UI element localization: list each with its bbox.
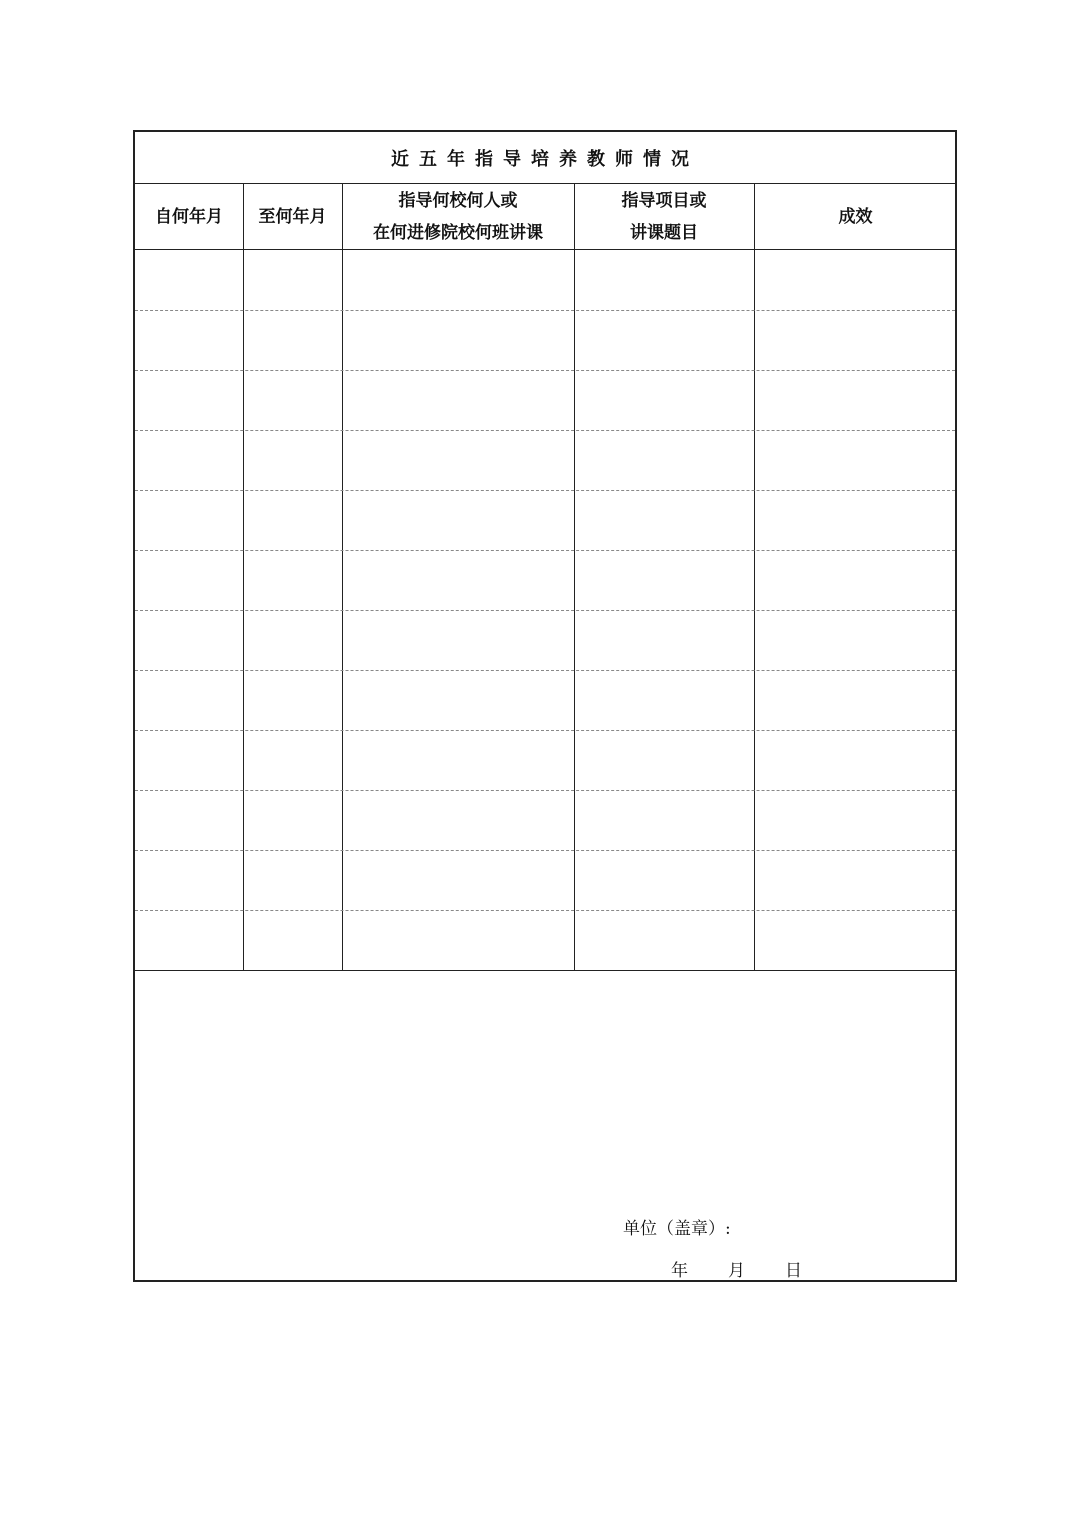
table-cell (342, 730, 574, 790)
table-cell (243, 850, 342, 910)
table-cell (754, 250, 957, 310)
header-from-date (135, 184, 243, 250)
table-cell (135, 430, 243, 490)
table-cell (574, 370, 754, 430)
table-cell (342, 610, 574, 670)
header-results-label: 成效 (838, 206, 873, 227)
table-cell (135, 730, 243, 790)
table-cell (574, 850, 754, 910)
table-cell (135, 670, 243, 730)
table-cell (243, 370, 342, 430)
table-cell (135, 910, 243, 970)
table-cell (754, 430, 957, 490)
table-cell (342, 790, 574, 850)
date-year-label: 年 (671, 1261, 688, 1281)
table-cell (754, 370, 957, 430)
form-title: 近五年指导培养教师情况 (135, 132, 955, 184)
header-project-topic-line1: 指导项目或 (621, 190, 707, 211)
table-cell (574, 730, 754, 790)
header-to-date-label: 至何年月 (258, 206, 327, 227)
table-cell (135, 490, 243, 550)
table-cell (243, 910, 342, 970)
table-cell (754, 730, 957, 790)
table-cell (754, 670, 957, 730)
table-cell (574, 910, 754, 970)
table-cell (135, 850, 243, 910)
table-cell (135, 250, 243, 310)
header-school-person-line2: 在何进修院校何班讲课 (373, 222, 543, 243)
table-bottom-border (135, 970, 955, 971)
table-cell (135, 790, 243, 850)
table-cell (243, 430, 342, 490)
table-cell (243, 550, 342, 610)
table-cell (574, 490, 754, 550)
header-school-person (342, 184, 574, 250)
table-cell (135, 370, 243, 430)
header-from-date-label: 自何年月 (155, 206, 223, 227)
table-cell (342, 550, 574, 610)
table-cell (754, 490, 957, 550)
table-cell (574, 310, 754, 370)
table-cell (754, 610, 957, 670)
date-month-label: 月 (728, 1261, 745, 1281)
table-cell (243, 610, 342, 670)
table-cell (574, 550, 754, 610)
table-cell (754, 310, 957, 370)
header-project-topic-line2: 讲课题目 (630, 222, 698, 243)
table-cell (342, 370, 574, 430)
table-cell (243, 790, 342, 850)
table-cell (342, 310, 574, 370)
table-cell (342, 250, 574, 310)
teacher-training-form (133, 130, 957, 1282)
table-cell (243, 250, 342, 310)
table-cell (342, 430, 574, 490)
table-cell (243, 310, 342, 370)
table-cell (243, 490, 342, 550)
table-cell (754, 790, 957, 850)
table-cell (574, 670, 754, 730)
table-cell (135, 550, 243, 610)
table-cell (243, 670, 342, 730)
table-cell (342, 910, 574, 970)
table-cell (574, 610, 754, 670)
table-cell (135, 310, 243, 370)
table-cell (574, 430, 754, 490)
table-cell (135, 610, 243, 670)
seal-label: 单位（盖章）: (623, 1219, 731, 1239)
table-cell (342, 850, 574, 910)
table-cell (574, 250, 754, 310)
table-cell (574, 790, 754, 850)
header-school-person-line1: 指导何校何人或 (398, 190, 518, 211)
table-cell (754, 850, 957, 910)
header-results (754, 184, 957, 250)
table-cell (754, 910, 957, 970)
header-to-date (243, 184, 342, 250)
table-cell (754, 550, 957, 610)
table-cell (243, 730, 342, 790)
table-cell (342, 670, 574, 730)
table-cell (342, 490, 574, 550)
date-day-label: 日 (785, 1261, 802, 1281)
header-project-topic (574, 184, 754, 250)
